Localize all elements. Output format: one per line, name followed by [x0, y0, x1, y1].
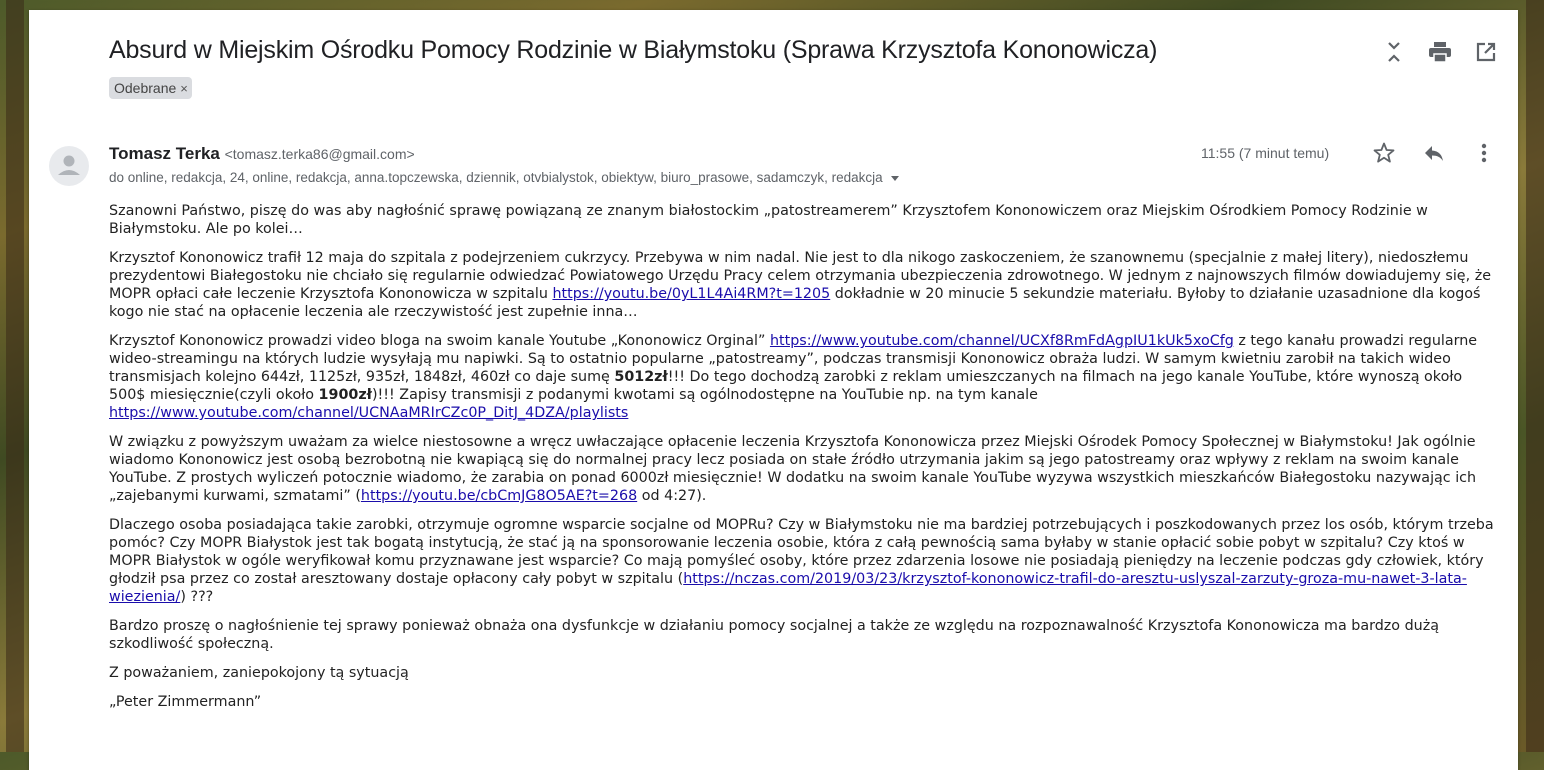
message-actions [1372, 141, 1496, 165]
star-icon[interactable] [1372, 141, 1396, 165]
message-timestamp: 11:55 (7 minut temu) [1201, 145, 1330, 161]
body-paragraph: W związku z powyższym uważam za wielce niestosowne a wręcz uwłaczające opłacenie leczenia Krzysztofa Kononowicza przez Miejski Ośrodek Pomocy Społecznej w Białymstoku! Jak ogólnie wiadomo Kononowicz jest osobą bezrobotną nie kwapiącą się do normalnej pracy lecz posiada on stałe źródło utrzymania jakim są jego patostreamy oraz wpływy z reklam na swoim kanale YouTube. Z prostych wyliczeń potocznie wiadomo, że zarabia on ponad 6000zł miesięcznie! W dodatku na swoim kanale YouTube wyzywa wszystkich mieszkańców Białegostoku nazywając ich „zajebanymi kurwami, szmatami” (https://youtu.be/cbCmJG8O5AE?t=268 od 4:27). [109, 434, 1477, 504]
body-paragraph: Krzysztof Kononowicz prowadzi video bloga na swoim kanale Youtube „Kononowicz Orginal” https://www.youtube.com/channel/UCXf8RmFdAgpIU1kUk5xoCfg z tego kanału prowadzi regularne wideo-streamingu na których ludzie wysyłają mu napiwki. Są to ostatnio popularne „patostreamy”, podczas transmisji Kononowicz obraża ludzi. W samym kwietniu zarobił na takich wideo transmisjach kolejno 644zł, 1125zł, 935zł, 1848zł, 460zł co daje sumę 5012zł!!! Do tego dochodzą zarobki z reklam umieszczanych na filmach na jego kanale YouTube, które wynoszą około 500$ miesięcznie(czyli około 1900zł)!!! Zapisy transmisji z podanymi kwotami są ogólnodostępne na YouTubie np. na tym kanale https://www.youtube.com/channel/UCNAaMRIrCZc0P_DitJ_4DZA/playlists [109, 333, 1478, 421]
body-paragraph: Dlaczego osoba posiadająca takie zarobki, otrzymuje ogromne wsparcie socjalne od MOPRu? Czy w Białymstoku nie ma bardziej potrzebujących i poszkodowanych przez los osób, którym trzeba pomóc? Czy MOPR Białystok jest tak bogatą instytucją, że stać ją na sponsorowanie leczenia osobie, która z całą pewnością sama byłaby w stanie opłacić sobie pobyt w szpitalu? Czy ktoś w MOPR Białystok w ogóle weryfikował komu przyznawane jest wsparcie? Co mają pomyśleć osoby, które przez zdarzenia losowe nie posiadają pieniędzy na leczenie podczas gdy człowiek, który głodził psa przez co został aresztowany dostaje opłacony cały pobyt w szpitalu (https://nczas.com/2019/03/23/krzysztof-kononowicz-trafil-do-aresztu-uslyszal-zarzuty-groza-mu-nawet-3-lata-wiezienia/) ??? [109, 517, 1494, 605]
open-in-new-icon[interactable] [1474, 40, 1498, 64]
earnings-total: 5012zł [614, 369, 668, 385]
article-link[interactable]: https://nczas.com/2019/03/23/krzysztof-kononowicz-trafil-do-aresztu-uslyszal-zarzuty-groza-mu-nawet-3-lata-wiezienia/ [109, 571, 1467, 605]
youtube-link[interactable]: https://youtu.be/0yL1L4Ai4RM?t=1205 [552, 286, 831, 302]
person-icon [49, 146, 89, 186]
earnings-ads: 1900zł [318, 387, 372, 403]
print-icon[interactable] [1428, 40, 1452, 64]
more-vert-icon[interactable] [1472, 141, 1496, 165]
background-trunk [1526, 0, 1544, 752]
email-subject: Absurd w Miejskim Ośrodku Pomocy Rodzinie w Białymstoku (Sprawa Krzysztofa Kononowicza) [109, 36, 1158, 64]
email-view-panel [29, 10, 1518, 770]
label-chip-text: Odebrane [114, 80, 177, 96]
recipients-text: do online, redakcja, 24, online, redakcja, anna.topczewska, dziennik, otvbialystok, obiektyw, biuro_prasowe, sadamczyk, redakcja [109, 170, 883, 185]
sender-name[interactable]: Tomasz Terka [109, 144, 220, 163]
recipients-line [109, 170, 899, 185]
label-chip-inbox[interactable] [109, 77, 192, 99]
body-paragraph: Bardzo proszę o nagłośnienie tej sprawy ponieważ obnaża ona dysfunkcje w działaniu pomocy socjalnej a także ze względu na rozpoznawalność Krzysztofa Kononowicza ma bardzo dużą szkodliwość społeczną. [109, 618, 1439, 652]
sender-email: <tomasz.terka86@gmail.com> [224, 146, 415, 162]
thread-toolbar [1382, 40, 1498, 64]
body-paragraph: Szanowni Państwo, piszę do was aby nagłośnić sprawę powiązaną ze znanym białostockim „patostreamerem” Krzysztofem Kononowiczem oraz Miejskim Ośrodkiem Pomocy Rodzinie w Białymstoku. Ale po kolei… [109, 203, 1428, 237]
youtube-channel-link[interactable]: https://www.youtube.com/channel/UCXf8RmFdAgpIU1kUk5xoCfg [769, 333, 1234, 349]
youtube-playlists-link[interactable]: https://www.youtube.com/channel/UCNAaMRIrCZc0P_DitJ_4DZA/playlists [109, 405, 629, 421]
remove-label-icon[interactable]: × [180, 80, 188, 96]
body-paragraph: Z poważaniem, zaniepokojony tą sytuacją [109, 665, 409, 681]
message-body [109, 202, 1499, 722]
collapse-icon[interactable] [1382, 40, 1406, 64]
background-trunk [6, 0, 24, 752]
youtube-link[interactable]: https://youtu.be/cbCmJG8O5AE?t=268 [360, 488, 638, 504]
sender-avatar[interactable] [49, 146, 89, 186]
show-details-icon[interactable] [891, 176, 899, 181]
sender-line [109, 144, 415, 164]
body-paragraph: Krzysztof Kononowicz trafił 12 maja do szpitala z podejrzeniem cukrzycy. Przebywa w nim nadal. Nie jest to dla nikogo zaskoczeniem, że szanownemu (specjalnie z małej litery), niedoszłemu prezydentowi Białegostoku nie chciało się regularnie odwiedzać Powiatowego Urzędu Pracy celem otrzymania ubezpieczenia zdrowotnego. W jednym z najnowszych filmów dowiadujemy się, że MOPR opłaci całe leczenie Krzysztofa Kononowicza w szpitalu https://youtu.be/0yL1L4Ai4RM?t=1205 dokładnie w 20 minucie 5 sekundzie materiału. Byłoby to działanie uzasadnione dla kogoś kogo nie stać na opłacenie leczenia ale rzeczywistość jest zupełnie inna… [109, 250, 1491, 320]
reply-icon[interactable] [1422, 141, 1446, 165]
signature: „Peter Zimmermann” [109, 694, 262, 710]
